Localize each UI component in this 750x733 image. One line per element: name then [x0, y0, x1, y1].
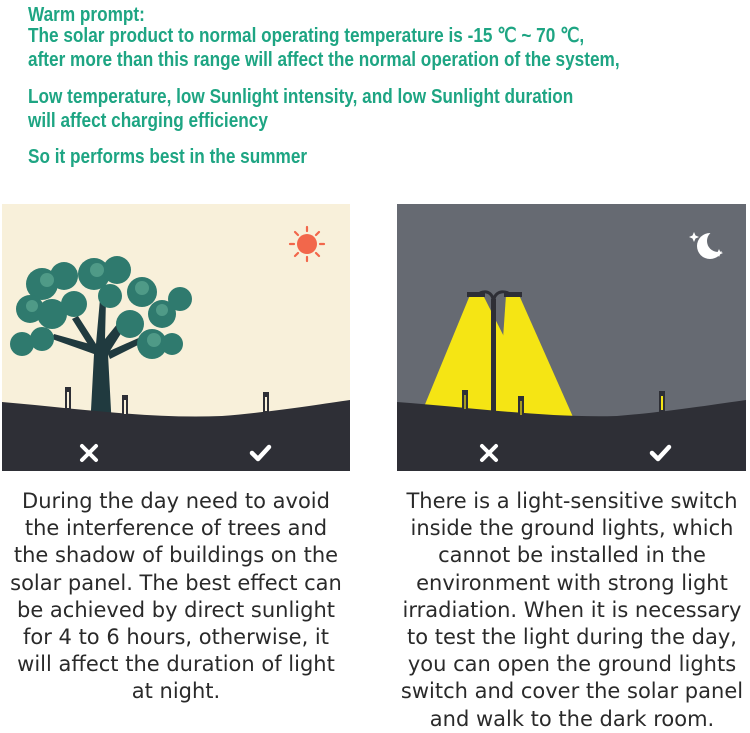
prompt-line-summer: So it performs best in the summer	[28, 146, 308, 168]
prompt-title: Warm prompt:	[28, 4, 145, 26]
prompt-line-low-temperature: Low temperature, low Sunlight intensity, and low Sunlight duration	[28, 86, 574, 108]
night-caption: There is a light-sensitive switch inside the ground lights, which cannot be installed in the environment with strong light irradiation. When it is necessary to test the light during the day, you can open the ground lights switch and cover the solar panel and walk to the dark room.	[400, 489, 744, 731]
day-panel	[2, 204, 350, 471]
day-caption: During the day need to avoid the interference of trees and the shadow of buildings on the solar panel. The best effect can be achieved by direct sunlight for 4 to 6 hours, otherwise, it will affect the duration of light at night.	[10, 489, 342, 704]
prompt-line-charging: will affect charging efficiency	[28, 110, 268, 132]
night-panel	[397, 204, 746, 471]
prompt-line-temperature: The solar product to normal operating temperature is -15 ℃ ~ 70 ℃,	[28, 25, 585, 47]
prompt-line-range: after more than this range will affect the normal operation of the system,	[28, 49, 620, 71]
